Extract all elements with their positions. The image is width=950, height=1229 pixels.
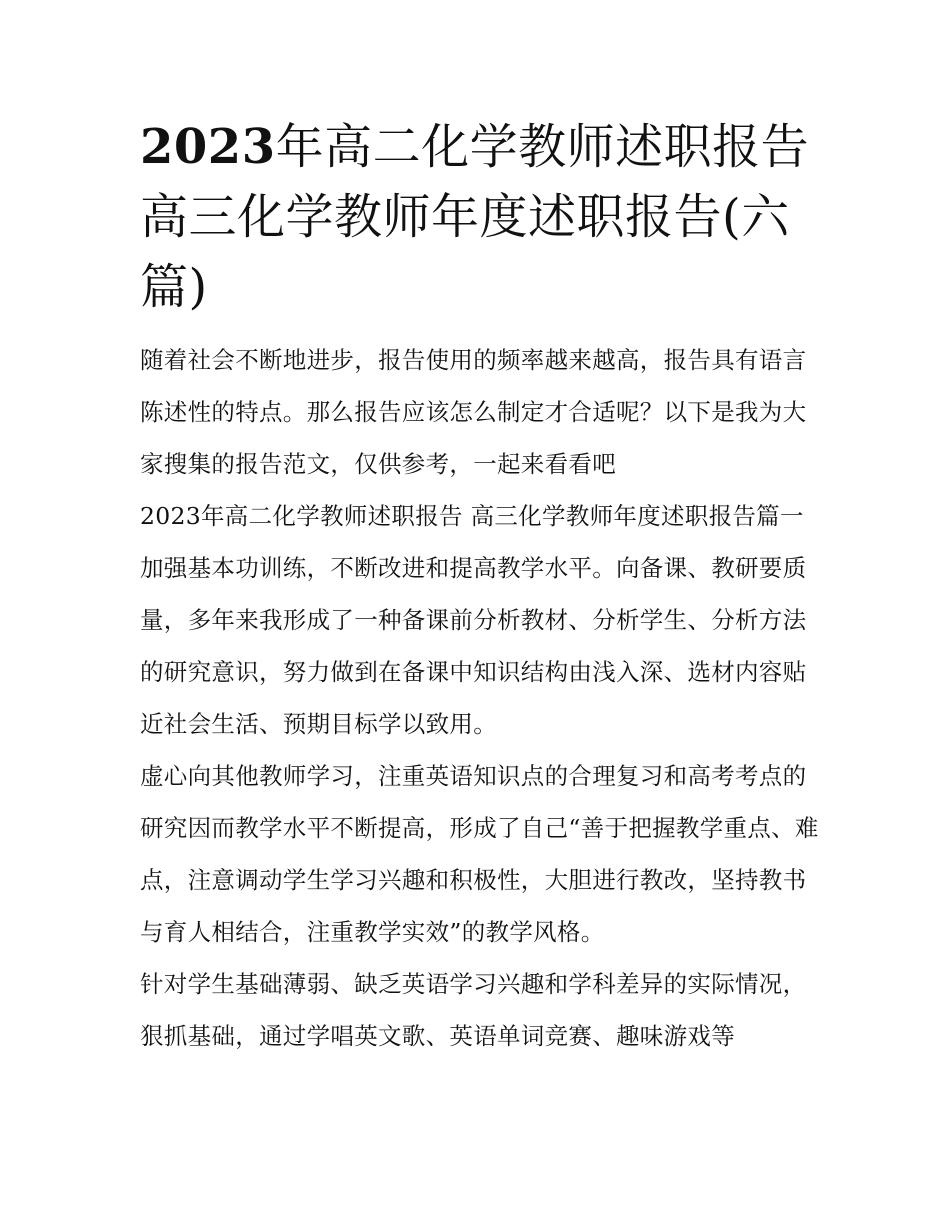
body-paragraph: 针对学生基础薄弱、缺乏英语学习兴趣和学科差异的实际情况，狠抓基础，通过学唱英文歌、英语单词竞赛、趣味游戏等	[140, 970, 807, 1050]
title-year: 2023	[140, 119, 276, 175]
section-heading: 2023年高二化学教师述职报告 高三化学教师年度述职报告篇一	[140, 502, 804, 530]
intro-paragraph: 随着社会不断地进步，报告使用的频率越来越高，报告具有语言陈述性的特点。那么报告应该怎么制定才合适呢？以下是我为大家搜集的报告范文，仅供参考，一起来看看吧	[140, 346, 807, 478]
body-paragraph: 加强基本功训练，不断改进和提高教学水平。向备课、教研要质量，多年来我形成了一种备课前分析教材、分析学生、分析方法的研究意识，努力做到在备课中知识结构由浅入深、选材内容贴近社会生活、预期目标学以致用。	[140, 554, 807, 738]
title-text: 年高二化学教师述职报告 高三化学教师年度述职报告(六篇)	[140, 119, 810, 315]
document-page	[140, 112, 820, 1062]
document-title	[140, 112, 820, 322]
body-paragraph: 虚心向其他教师学习，注重英语知识点的合理复习和高考考点的研究因而教学水平不断提高，形成了自己“善于把握教学重点、难点，注意调动学生学习兴趣和积极性，大胆进行教改，坚持教书与育人相结合，注重教学实效”的教学风格。	[140, 762, 819, 946]
